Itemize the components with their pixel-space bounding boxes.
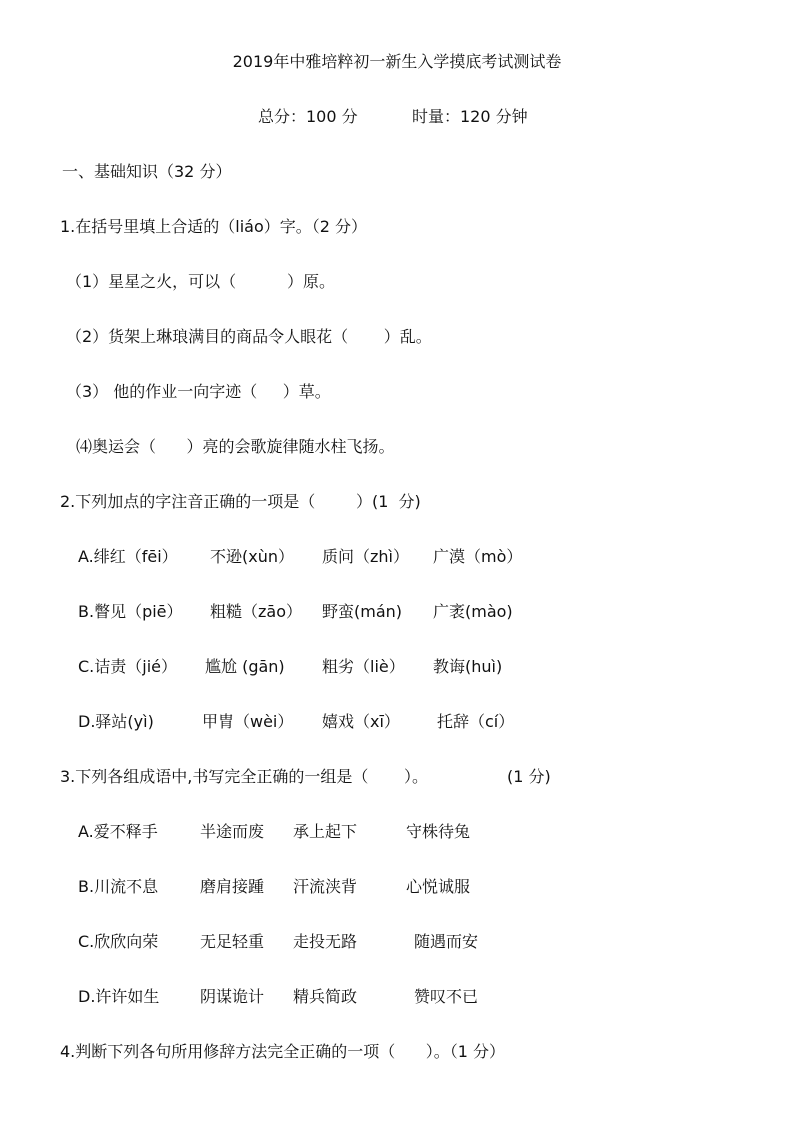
q3-option-c-2: 无足轻重: [200, 932, 265, 951]
q2-option-c-1: C.诘责（jié）: [78, 657, 177, 676]
q3-option-b-4: 心悦诚服: [406, 877, 471, 896]
q3-option-b-2: 磨肩接踵: [200, 877, 265, 896]
q2-option-d-1: D.驿站(yì): [78, 712, 154, 731]
q2-option-a-4: 广漠（mò）: [433, 547, 523, 566]
q3-option-c-1: C.欣欣向荣: [78, 932, 159, 951]
q2-option-b-2: 粗糙（zāo）: [210, 602, 302, 621]
section-heading: 一、基础知识（32 分）: [62, 162, 232, 181]
q3-option-c-3: 走投无路: [293, 932, 358, 951]
q2-option-a-1: A.绯红（fēi）: [78, 547, 178, 566]
q2-option-d-4: 托辞（cí）: [437, 712, 515, 731]
q3-points: (1 分): [507, 767, 551, 786]
q3-option-d-3: 精兵简政: [293, 987, 358, 1006]
q3-option-d-4: 赞叹不已: [414, 987, 479, 1006]
q3-stem: 3.下列各组成语中,书写完全正确的一组是（ ）。: [60, 767, 428, 786]
q1-stem: 1.在括号里填上合适的（liáo）字。（2 分）: [60, 217, 368, 236]
q1-item-3: （3） 他的作业一向字迹（ ）草。: [66, 382, 331, 401]
q1-item-4: ⑷奥运会（ ）亮的会歌旋律随水柱飞扬。: [76, 437, 395, 456]
total-score: 总分：100 分: [258, 107, 358, 126]
q2-option-a-2: 不逊(xùn）: [210, 547, 294, 566]
q3-option-a-3: 承上起下: [293, 822, 358, 841]
q2-option-b-1: B.瞥见（piē）: [78, 602, 183, 621]
q2-option-c-2: 尴尬 (gān): [205, 657, 285, 676]
time-limit: 时量：120 分钟: [412, 107, 528, 126]
q4-stem: 4.判断下列各句所用修辞方法完全正确的一项（ ）。（1 分）: [60, 1042, 506, 1061]
q2-option-a-3: 质问（zhì）: [322, 547, 409, 566]
q3-option-a-4: 守株待兔: [406, 822, 471, 841]
q3-option-b-1: B.川流不息: [78, 877, 159, 896]
q3-option-d-2: 阴谋诡计: [200, 987, 265, 1006]
q1-item-1: （1）星星之火，可以（ ）原。: [66, 272, 336, 291]
q3-option-c-4: 随遇而安: [414, 932, 479, 951]
q2-option-c-4: 教诲(huì): [433, 657, 503, 676]
q3-option-b-3: 汗流浃背: [293, 877, 358, 896]
q2-option-b-3: 野蛮(mán): [322, 602, 403, 621]
exam-title: 2019年中雅培粹初一新生入学摸底考试测试卷: [232, 52, 562, 71]
q2-option-d-3: 嬉戏（xī）: [322, 712, 400, 731]
q3-option-a-2: 半途而废: [200, 822, 265, 841]
q2-stem: 2.下列加点的字注音正确的一项是（ ）(1 分): [60, 492, 421, 511]
q3-option-a-1: A.爱不释手: [78, 822, 158, 841]
q2-option-b-4: 广袤(mào): [433, 602, 513, 621]
q1-item-2: （2）货架上琳琅满目的商品令人眼花（ ）乱。: [66, 327, 432, 346]
q2-option-c-3: 粗劣（liè）: [322, 657, 405, 676]
q2-option-d-2: 甲胄（wèi）: [202, 712, 294, 731]
q3-option-d-1: D.许许如生: [78, 987, 160, 1006]
